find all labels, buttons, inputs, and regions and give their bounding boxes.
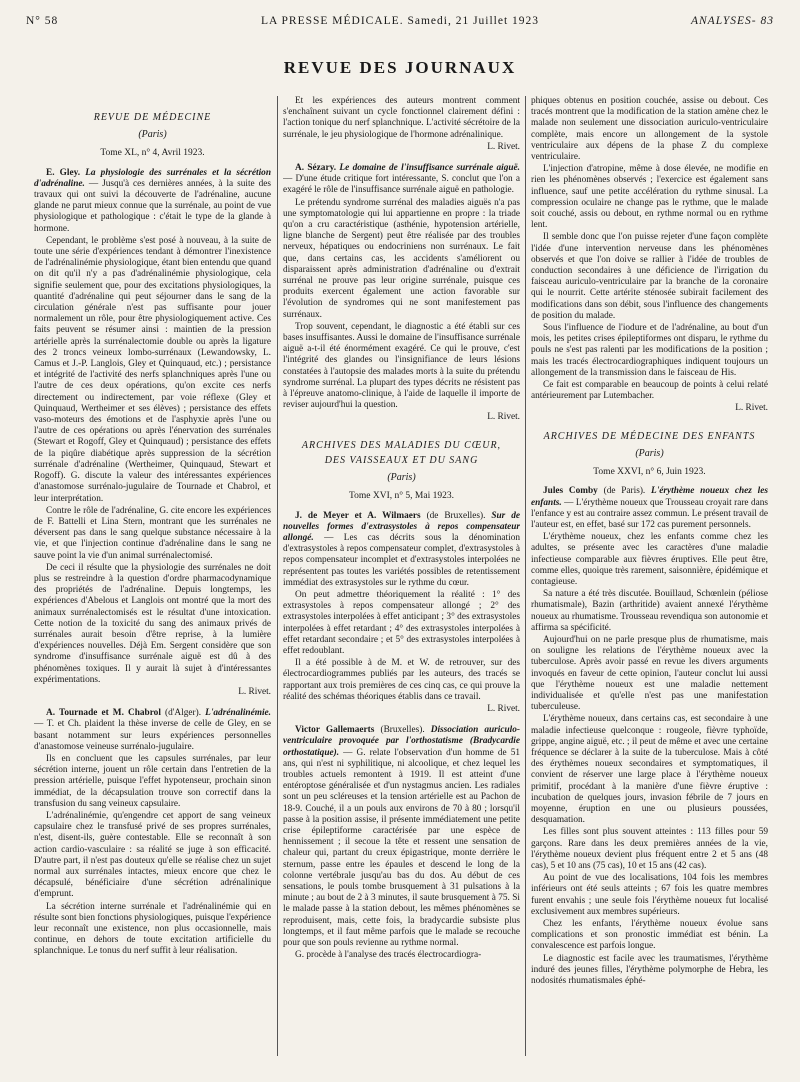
article-sezary <box>283 163 520 197</box>
article-text: — D'une étude critique fort intéressante, S. conclut que l'on a exagéré le rôle de l'insuffisance surrénale aiguë en pathologie. <box>283 174 520 196</box>
journal-city: (Paris) <box>387 472 416 484</box>
paragraph: Les filles sont plus souvent atteintes : 113 filles pour 59 garçons. Rare dans les deux premières années de la vie, l'érythème noueux devient plus fréquent entre 2 et 5 ans (48 cas), 5 et 10 ans (75 cas), 10 et 15 ans (42 cas). <box>531 827 768 871</box>
paragraph: Sous l'influence de l'iodure et de l'adrénaline, au bout d'un mois, les petites crises épileptiformes ont disparu, le rythme du pouls ne s'est pas ralenti par les modifications de la position ; mais les tracés électrocardiographiques indiquent toujours un allongement de la transmission dans le faisceau de His. <box>531 323 768 378</box>
page-number: N° 58 <box>26 15 59 27</box>
paragraph: Contre le rôle de l'adrénaline, G. cite encore les expériences de F. Battelli et Lina Stern, montrant que les surrénales ne déversent pas dans le sang quelque substance nécessaire à la vie, et que l'injection continue d'adrénaline dans le sang ne sauve point la vie d'un animal surrénalectomisé. <box>34 505 271 561</box>
article-title: Dissociation auriculo-ventriculaire provoquée par l'orthostatisme (Bradycardie orthostatique). <box>283 725 520 758</box>
paragraph: Ils en concluent que les capsules surrénales, par leur sécrétion interne, jouent un rôle certain dans l'entretien de la pression artérielle, puisque l'effet hypotenseur, prochain sinon immédiat, de la décapsulation trouve son correctif dans la transfusion du sang veineux capsulaire. <box>34 753 271 809</box>
article-author: Victor Gallemaerts <box>295 725 375 736</box>
page-header <box>26 12 774 32</box>
article-title: Sur de nouvelles formes d'extrasystoles à repos compensateur allongé. <box>283 510 520 543</box>
article-author: E. Gley. <box>46 167 81 178</box>
paragraph: Le diagnostic est facile avec les traumatismes, l'érythème induré des jeunes filles, l'érythème polymorphe de Hebra, les nodosités rhumatismales éphé- <box>531 953 768 987</box>
paragraph: phiques obtenus en position couchée, assise ou debout. Ces tracés montrent que la modification de la station amène chez le malade non seulement une dissociation auriculo-ventriculaire complète, mais encore un allongement de la systole ventriculaire aux dépens de la phase Z du complexe ventriculaire. <box>531 96 768 163</box>
article-affiliation: (de Bruxelles). <box>426 510 486 521</box>
article-author: A. Sézary. <box>295 163 337 174</box>
article-signature: L. Rivet. <box>487 412 520 423</box>
article-gley <box>34 168 271 235</box>
journal-header: LA PRESSE MÉDICALE. Samedi, 21 Juillet 1923 <box>260 15 540 27</box>
article-de-meyer <box>283 511 520 589</box>
paragraph: Le prétendu syndrome surrénal des maladies aiguës n'a pas une symptomatologie qui lui appartienne en propre : la triade qu'on a cru caractéristique (asthénie, hypotension artérielle, ligne blanche de Sergent) peut être réalisée par des troubles nerveux, hépatiques ou endocriniens non surrénaux. Le fait que, dans certains cas, les accidents s'améliorent ou disparaissent après administration d'adrénaline ou d'extrait surrénal ne prouve pas leur origine surrénale, puisque ces produits exercent également une action favorable sur l'évolution de syndromes qui ne sont manifestement pas surrénaux. <box>283 197 520 320</box>
article-tournade <box>34 708 271 753</box>
paragraph: Et les expériences des auteurs montrent comment s'enchaînent suivant un cycle fonctionnel clairement défini : l'action tonique du nerf splanchnique. L'activité sécrétoire de la surrénale, le jeu physiologique de l'hormone adrénalinique. <box>283 96 520 140</box>
paragraph: Trop souvent, cependant, le diagnostic a été établi sur ces bases insuffisantes. Aussi le domaine de l'insuffisance surrénale aiguë a-t-il été énormément exagéré. Ce qui le prouve, c'est l'intégrité des glandes ou l'insignifiance de leurs lésions constatées à l'autopsie des malades morts à la suite du prétendu syndrome surrénal. La plupart des types décrits ne résistent pas à l'épreuve anatomo-clinique, à l'aide de laquelle il importe de reviser aujourd'hui la question. <box>283 321 520 411</box>
article-text: — Jusqu'à ces dernières années, à la suite des travaux qui ont suivi la découverte de l'adrénaline, aucune glande ne parut mieux connue que la surrénale, au point de vue physiologique et pathologique : c'était le type de la glande à hormone. <box>34 178 271 234</box>
article-author: J. de Meyer et A. Wilmaers <box>295 510 421 521</box>
paragraph: De ceci il résulte que la physiologie des surrénales ne doit plus se restreindre à la question d'ordre pharmacodynamique des propriétés de l'adrénaline. Depuis longtemps, les expériences d'Abelous et Langlois ont montré que la mort des animaux surrénalectomisés est le résultat d'une intoxication. Cette notion de la toxicité du sang des animaux privés de surrénales aurait besoin d'être reprise, à la lumière d'expériences nouvelles. Déjà Em. Sergent considère que son syndrome d'insuffisance surrénale aiguë est dû à des phénomènes toxiques. Il y aurait là sujet à d'intéressantes expérimentations. <box>34 562 271 685</box>
article-author: A. Tournade et M. Chabrol <box>46 708 161 719</box>
journal-issue: Tome XL, n° 4, Avril 1923. <box>100 148 205 159</box>
journal-section-title: ARCHIVES DE MÉDECINE DES ENFANTS <box>543 430 756 442</box>
article-signature: L. Rivet. <box>487 703 520 714</box>
journal-city: (Paris) <box>138 129 167 141</box>
article-author: Jules Comby <box>543 486 598 497</box>
journal-city: (Paris) <box>635 447 664 459</box>
paragraph: L'adrénalinémie, qu'engendre cet apport de sang veineux capsulaire chez le transfusé privé de ses propres surrénales, n'est, disent-ils, guère contestable. Elle se reconnaît à son action cardio-vasculaire : sa réalité se juge à son efficacité. D'autre part, il n'est pas douteux qu'elle se réalise chez un sujet normal aux surrénales intactes, mieux encore que chez le décapsulé, bénéficiaire d'une sécrétion adrénalinique d'emprunt. <box>34 810 271 900</box>
paragraph: G. procède à l'analyse des tracés électrocardiogra- <box>295 950 482 961</box>
article-comby <box>531 486 768 531</box>
paragraph: L'injection d'atropine, même à dose élevée, ne modifie en rien les phénomènes observés ; l'exercice est également sans influence, sauf une petite accélération du rythme sinusal. La compression oculaire ne change pas le rythme, que le malade soit couché, assis ou debout, en rythme normal ou en rythme lent. <box>531 164 768 231</box>
article-affiliation: (d'Alger). <box>165 708 202 719</box>
paragraph: Cependant, le problème s'est posé à nouveau, à la suite de toute une série d'expériences tendant à démontrer l'inexistence de l'adrénalinémie physiologique, étant bien entendu que quand on dit qu'il n'y a pas d'adrénalinémie physiologique, cela signifie seulement que, pour des excitations physiologiques, la quantité d'adrénaline qui peut séjourner dans le sang de la circulation générale n'est pas suffisante pour jouer normalement un rôle, pour être physiologiquement active. Ces faits peuvent se résumer ainsi : maintien de la pression artérielle après la surrénalectomie double ou après la ligature des 2 troncs veineux lombo-surrénaux (Lewandowsky, L. Camus et J.-P. Langlois, Gley et Quinquaud, etc.) ; persistance et intégrité de l'activité des nerfs splanchniques après l'une ou l'autre de ces deux opérations, qu'on excite ces nerfs directement ou indirectement, par voie réflexe (Gley et Quinquaud, Wertheimer et ses élèves) ; persistance des effets vaso-moteurs des émotions et de l'asphyxie après l'une ou l'autre de ces opérations ou après l'énervation des surrénales (Stewart et Rogoff, Gley et Quinquaud) ; persistance des effets de la piqûre diabétique après suppression de la sécrétion surrénale d'adrénaline (Wertheimer, Quinquaud, Stewart et Rogoff). G. discute la valeur des intéressantes expériences d'anastomose surrénalo-jugulaire de Tournade et Chabrol, et leur interprétation. <box>34 235 271 504</box>
paragraph: Il semble donc que l'on puisse rejeter d'une façon complète l'idée d'une intervention nerveuse dans les phénomènes observés et que l'on doive se rallier à l'idée de troubles de conduction secondaires à une déficience de l'irrigation du faisceau auriculo-ventriculaire par la branche de la coronaire qui le nourrit. Cette artérite sténosée subirait facilement des modifications dans son débit, sous l'influence des changements de position du malade. <box>531 232 768 321</box>
article-title: La physiologie des surrénales et la sécrétion d'adrénaline. <box>34 167 271 189</box>
paragraph: La sécrétion interne surrénale et l'adrénalinémie qui en résulte sont bien fonctions physiologiques, puisque l'expérience leur reconnaît une existence, non plus occasionnelle, mais continue, en dehors de toute excitation artificielle du splanchnique. Le tonus du nerf suffit à leur réalisation. <box>34 901 271 957</box>
journal-issue: Tome XVI, n° 5, Mai 1923. <box>349 491 454 502</box>
journal-section-title: ARCHIVES DES MALADIES DU CŒUR, <box>301 439 502 451</box>
article-text: — Les cas décrits sous la dénomination d'extrasystoles à repos compensateur complet, d'extrasystoles à repos compensateur incomplet et d'extrasystoles interpolées ne représentent pas toutes les variétés possibles de retentissement immédiat des extrasystoles sur le rythme du cœur. <box>283 532 520 588</box>
paragraph: Sa nature a été très discutée. Bouillaud, Schœnlein (péliose rhumatismale), Bazin (arthritide) avaient annexé l'érythème noueux au rhumatisme. Trousseau revendiqua son autonomie et affirma sa spécificité. <box>531 589 768 633</box>
page-title: REVUE DES JOURNAUX <box>283 58 517 77</box>
column-1 <box>34 96 271 1056</box>
article-gallemaerts <box>283 725 520 949</box>
article-affiliation: (Bruxelles). <box>380 725 425 736</box>
column-rule <box>525 96 526 1056</box>
paragraph: Aujourd'hui on ne parle presque plus de rhumatisme, mais on souligne les relations de l'érythème noueux avec la tuberculose. Après avoir passé en revue les divers arguments invoqués en faveur de cette opinion, l'auteur conclut lui aussi que l'érythème noueux est une maladie nettement individualisée et qu'elle n'est pas une manifestation tuberculeuse. <box>531 634 768 713</box>
article-title: L'adrénalinémie. <box>205 708 271 719</box>
paragraph: Chez les enfants, l'érythème noueux évolue sans complications et son pronostic immédiat est bénin. La convalescence est parfois longue. <box>531 919 768 952</box>
paragraph: Il a été possible à de M. et W. de retrouver, sur des électrocardiogrammes publiés par les auteurs, des tracés se rapportant aux trois premières de ces cinq cas, ce qui prouve la réalité des schémas théoriques établis dans ce travail. <box>283 658 520 702</box>
column-3 <box>531 96 768 1056</box>
column-2 <box>283 96 520 1056</box>
journal-section-title: REVUE DE MÉDECINE <box>93 112 212 123</box>
article-signature: L. Rivet. <box>487 141 520 152</box>
article-signature: L. Rivet. <box>238 686 271 697</box>
article-title: L'érythème noueux chez les enfants. <box>531 486 768 508</box>
article-text: — G. relate l'observation d'un homme de 51 ans, qui n'est ni syphilitique, ni alcoolique, et chez lequel les troubles actuels remontent à 1919. Il est atteint d'une entéroptose généralisée et d'un nystagmus ancien. Les radiales sont un peu scléreuses et la tension artérielle est au Pachon de 18-9. Couché, il a un pouls aux environs de 70 à 80 ; lorsqu'il passe à la position assise, il présente immédiatement une petite crise épileptiforme caractérisée par une espèce de hennissement ; il secoue la tête et ressent une sensation de chaleur qui, partant du creux épigastrique, monte derrière le sternum, passe entre les épaules et descend le long de la colonne vertébrale jusqu'au bas du dos. Au début de ces sensations, le pouls tombe brusquement à 31 pulsations à la minute ; au bout de 2 à 3 minutes, il saute brusquement à 75. Si le malade passe à la station debout, les mêmes phénomènes se reproduisent, mais, cette fois, la bradycardie subsiste plus longtemps, et il faut même parfois que le malade se recouche pour que son pouls revienne au rythme normal. <box>283 747 520 949</box>
column-rule <box>277 96 278 1056</box>
section-header: ANALYSES- 83 <box>690 15 774 27</box>
journal-issue: Tome XXVI, n° 6, Juin 1923. <box>593 467 706 478</box>
paragraph: On peut admettre théoriquement la réalité : 1° des extrasystoles à repos compensateur allongé ; 2° des extrasystoles interpolées à effet anticipant ; 3° des extrasystoles interpolées à effet retardant ; 4° des extrasystoles interpolées à effet retardant secondaire ; et 5° des extrasystoles interpolées à effet redoublant. <box>283 589 520 656</box>
article-signature: L. Rivet. <box>735 403 768 414</box>
journal-section-title: DES VAISSEAUX ET DU SANG <box>324 454 479 466</box>
article-affiliation: (de Paris). <box>603 486 646 497</box>
paragraph: Ce fait est comparable en beaucoup de points à celui relaté antérieurement par Lutembacher. <box>531 380 768 402</box>
article-text: — L'érythème noueux que Trousseau croyait rare dans l'enfance y est au contraire assez commun. Le présent travail de l'auteur est, en effet, basé sur 172 cas purement personnels. <box>531 497 768 530</box>
article-text: — T. et Ch. plaident la thèse inverse de celle de Gley, en se basant notamment sur leurs expériences personnelles d'anastomose veineuse surrénalo-jugulaire. <box>34 719 271 752</box>
paragraph: L'érythème noueux, chez les enfants comme chez les adultes, se présente avec les caractères d'une maladie infectieuse comparable aux fièvres éruptives. Elle peut être, comme elles, quoique très rarement, saisonnière, épidémique et contagieuse. <box>531 532 768 587</box>
paragraph: L'érythème noueux, dans certains cas, est secondaire à une maladie infectieuse quelconque : rougeole, fièvre typhoïde, grippe, angine aiguë, etc. ; il peut de même et avec une certaine fréquence se déclarer à la suite de la tuberculose. Mais à côté des érythèmes noueux secondaires et symptomatiques, il convient de réserver une large place à l'érythème noueux primitif, procédant à la manière d'une fièvre éruptive : incubation de quelques jours, invasion fébrile de 7 jours en moyenne, éruption en une ou plusieurs poussées, desquamation. <box>531 714 768 826</box>
paragraph: Au point de vue des localisations, 104 fois les membres inférieurs ont été seuls atteints ; 67 fois les quatre membres furent envahis ; une seule fois l'érythème noueux fut localisé exclusivement aux membres supérieurs. <box>531 873 768 917</box>
article-title: Le domaine de l'insuffisance surrénale aiguë. <box>339 163 520 174</box>
